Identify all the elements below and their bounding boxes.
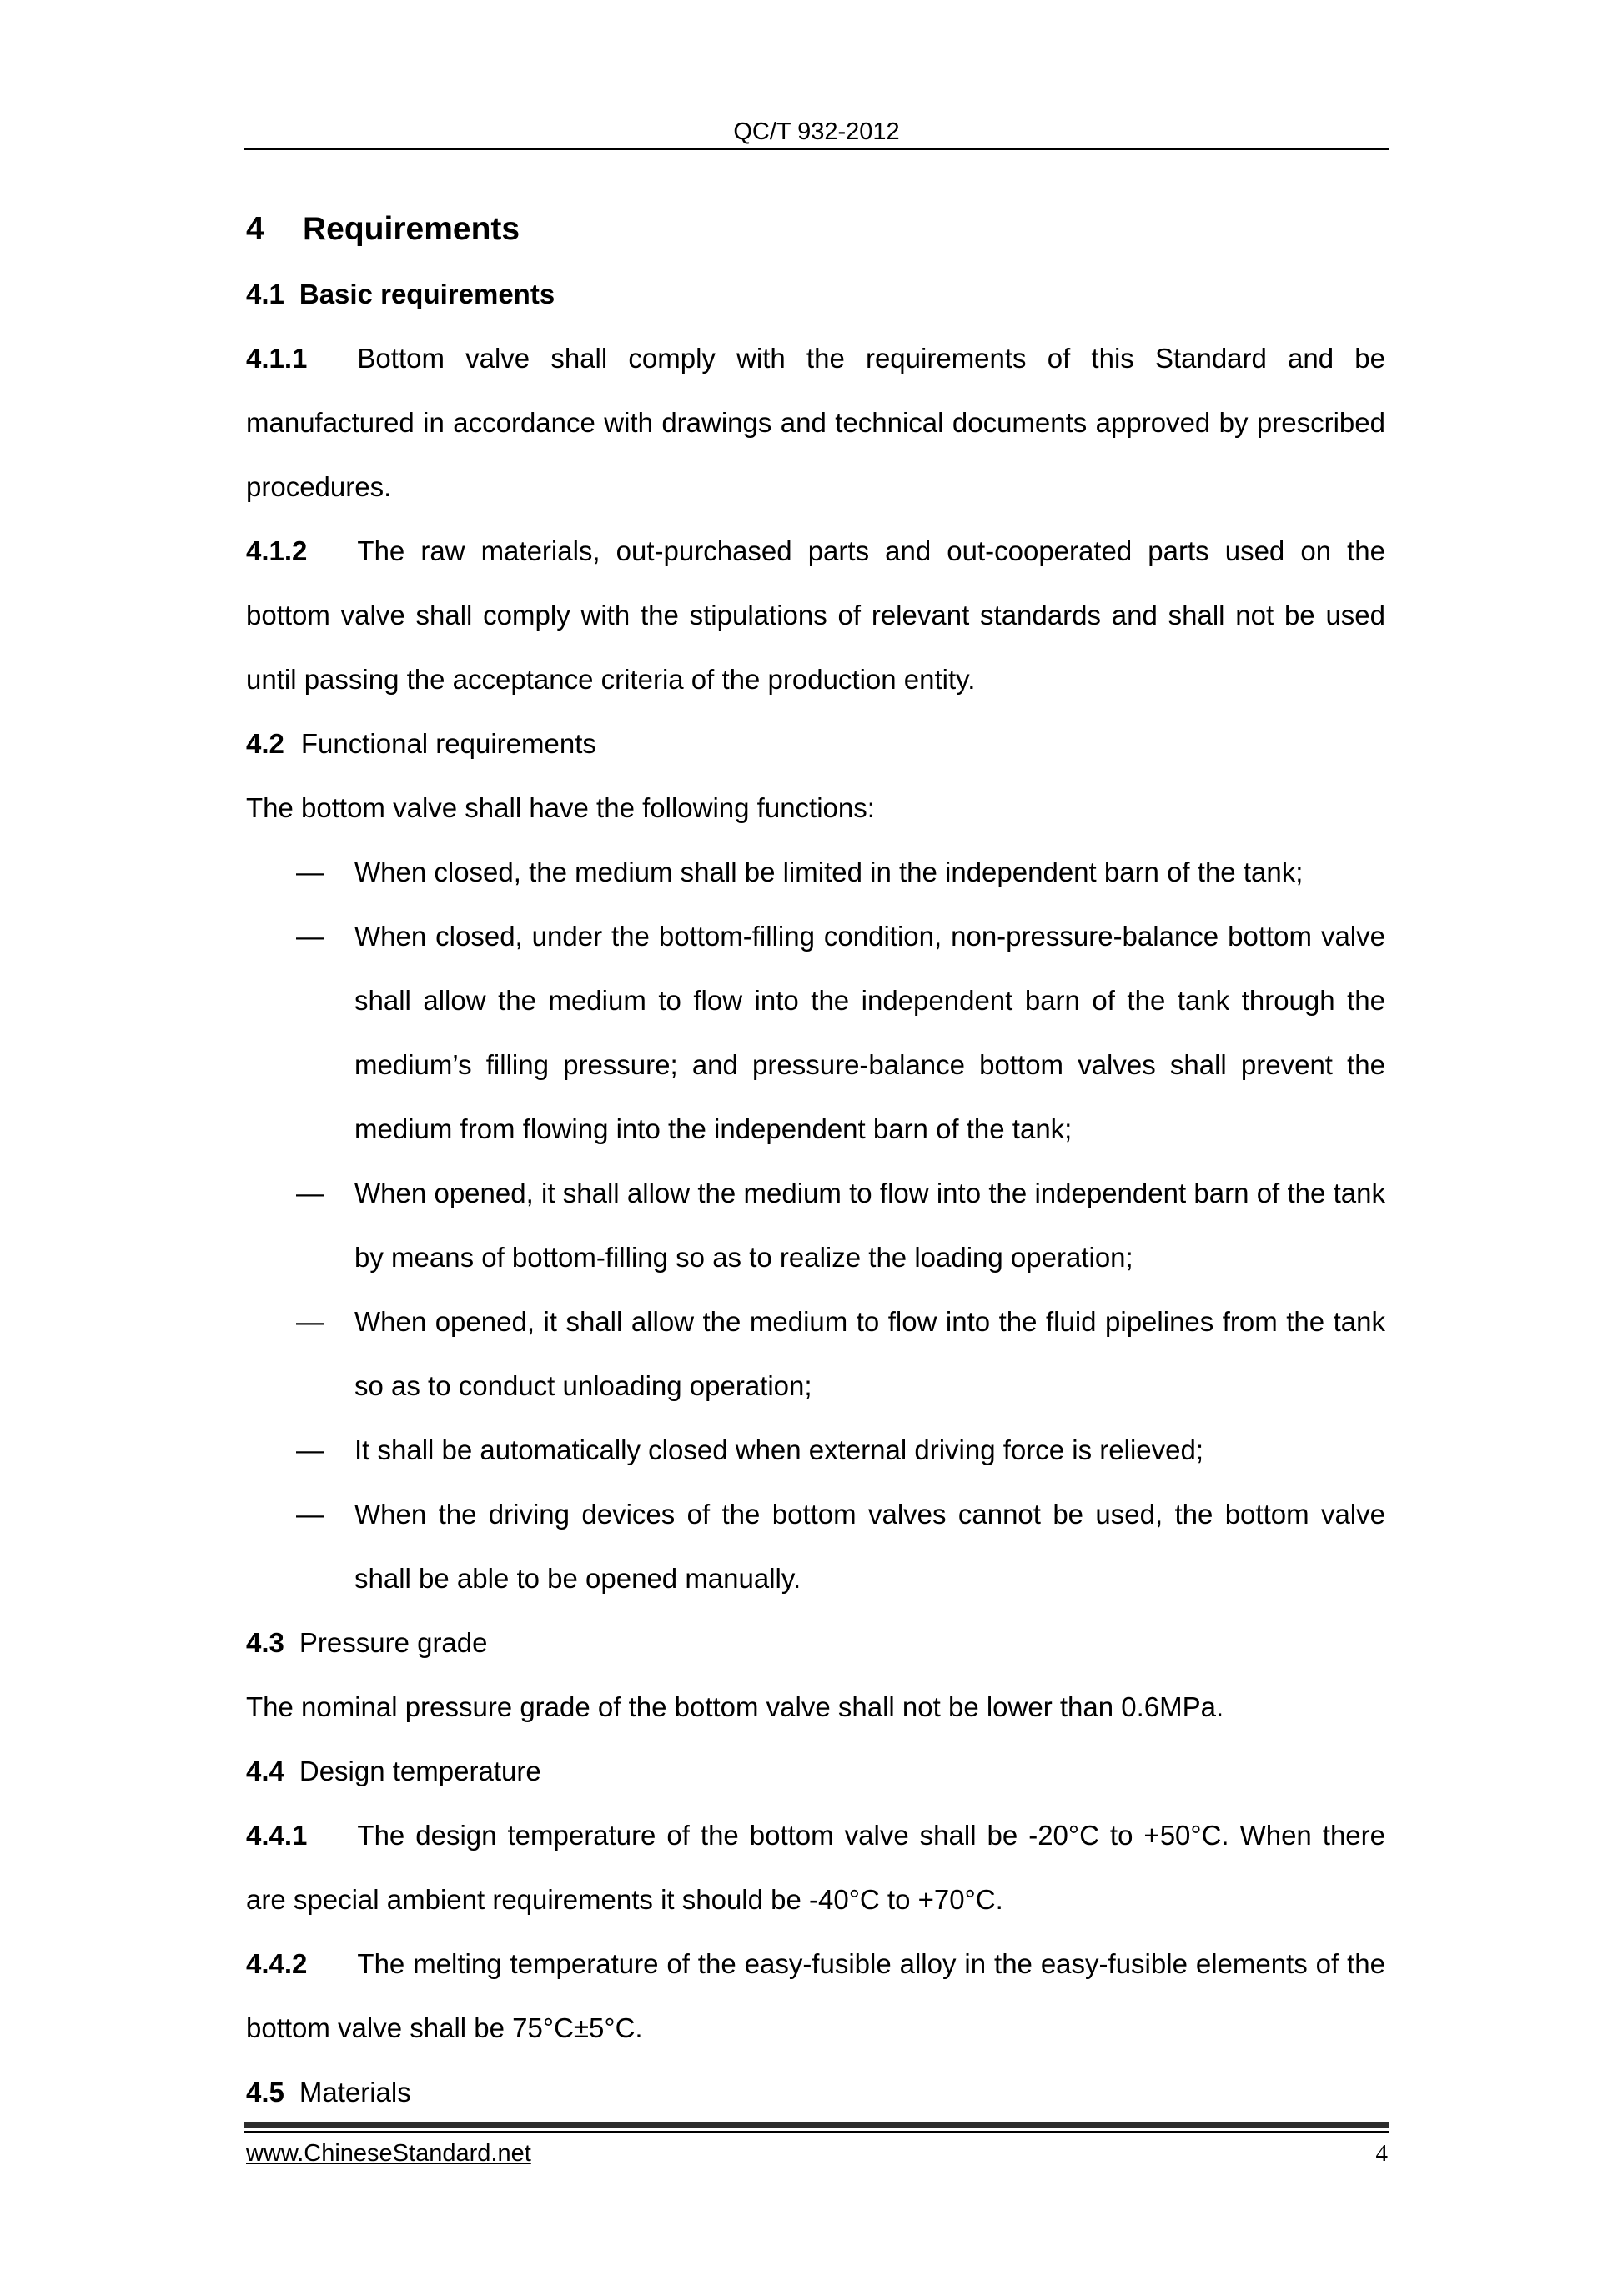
page-header: QC/T 932-2012 — [733, 118, 900, 145]
list-item-text: When opened, it shall allow the medium to flow into the independent barn of the tank by means of bottom-filling so as to realize the loading operation; — [354, 1178, 1385, 1273]
section-number: 4 — [246, 211, 264, 247]
section-4-2-heading — [246, 711, 1385, 776]
list-item — [246, 1418, 1385, 1482]
list-item-text: When opened, it shall allow the medium to flow into the fluid pipelines from the tank so as to conduct unloading operation; — [354, 1306, 1385, 1401]
section-title: Requirements — [303, 211, 520, 247]
list-item — [246, 840, 1385, 904]
clause-number: 4.1.2 — [246, 535, 308, 566]
section-4-3-heading — [246, 1610, 1385, 1675]
list-item — [246, 1289, 1385, 1418]
clause-text: The design temperature of the bottom valve shall be -20°C to +50°C. When there are special ambient requirements it should be -40°C to +70°C. — [246, 1820, 1385, 1915]
clause-text: The melting temperature of the easy-fusible alloy in the easy-fusible elements of the bottom valve shall be 75°C±5°C. — [246, 1948, 1385, 2043]
list-item-text: It shall be automatically closed when external driving force is relieved; — [354, 1434, 1204, 1465]
document-body — [246, 197, 1385, 2124]
section-number: 4.5 — [246, 2077, 284, 2108]
section-4-4-heading — [246, 1739, 1385, 1803]
list-item-text: When the driving devices of the bottom valves cannot be used, the bottom valve shall be able to be opened manually. — [354, 1499, 1385, 1594]
section-number: 4.4 — [246, 1756, 284, 1786]
section-4-1-heading — [246, 262, 1385, 326]
list-item-text: When closed, the medium shall be limited in the independent barn of the tank; — [354, 857, 1304, 887]
clause-number: 4.1.1 — [246, 343, 308, 374]
section-title: Design temperature — [299, 1756, 541, 1786]
header-rule — [244, 148, 1389, 150]
dash-bullet: — — [296, 857, 324, 887]
list-item — [246, 1482, 1385, 1610]
functions-intro: The bottom valve shall have the following functions: — [246, 792, 875, 823]
website-link[interactable]: www.ChineseStandard.net — [246, 2140, 531, 2167]
clause-4-4-2 — [246, 1932, 1385, 2060]
dash-bullet: — — [296, 921, 324, 952]
clause-text: Bottom valve shall comply with the requirements of this Standard and be manufactured in accordance with drawings and technical documents approved by prescribed procedures. — [246, 343, 1385, 502]
section-4-5-heading — [246, 2060, 1385, 2124]
section-4-heading — [246, 197, 1385, 262]
section-title: Materials — [299, 2077, 411, 2108]
functions-list — [246, 840, 1385, 1610]
dash-bullet: — — [296, 1499, 324, 1530]
section-title: Basic requirements — [299, 279, 555, 309]
dash-bullet: — — [296, 1178, 324, 1208]
footer-rule-thin — [244, 2131, 1389, 2133]
list-item-text: When closed, under the bottom-filling condition, non-pressure-balance bottom valve shall allow the medium to flow into the independent barn of the tank through the medium’s filling pressure; and pressure-balance bottom valves shall prevent the medium from flowing into the independent barn of the tank; — [354, 921, 1385, 1144]
dash-bullet: — — [296, 1306, 324, 1337]
clause-4-4-1 — [246, 1803, 1385, 1932]
section-number: 4.1 — [246, 279, 284, 309]
footer-rule-thick — [244, 2122, 1389, 2128]
pressure-grade-text: The nominal pressure grade of the bottom valve shall not be lower than 0.6MPa. — [246, 1691, 1224, 1722]
clause-text: The raw materials, out-purchased parts and out-cooperated parts used on the bottom valve shall comply with the stipulations of relevant standards and shall not be used until passing the acceptance criteria of the production entity. — [246, 535, 1385, 695]
clause-4-1-1 — [246, 326, 1385, 519]
list-item — [246, 904, 1385, 1161]
page-number: 4 — [1375, 2140, 1388, 2167]
clause-number: 4.4.1 — [246, 1820, 308, 1851]
section-number: 4.3 — [246, 1627, 284, 1658]
dash-bullet: — — [296, 1434, 324, 1465]
section-number: 4.2 — [246, 728, 284, 759]
clause-4-1-2 — [246, 519, 1385, 711]
section-title: Functional requirements — [300, 728, 596, 759]
section-title: Pressure grade — [299, 1627, 488, 1658]
list-item — [246, 1161, 1385, 1289]
clause-number: 4.4.2 — [246, 1948, 308, 1979]
